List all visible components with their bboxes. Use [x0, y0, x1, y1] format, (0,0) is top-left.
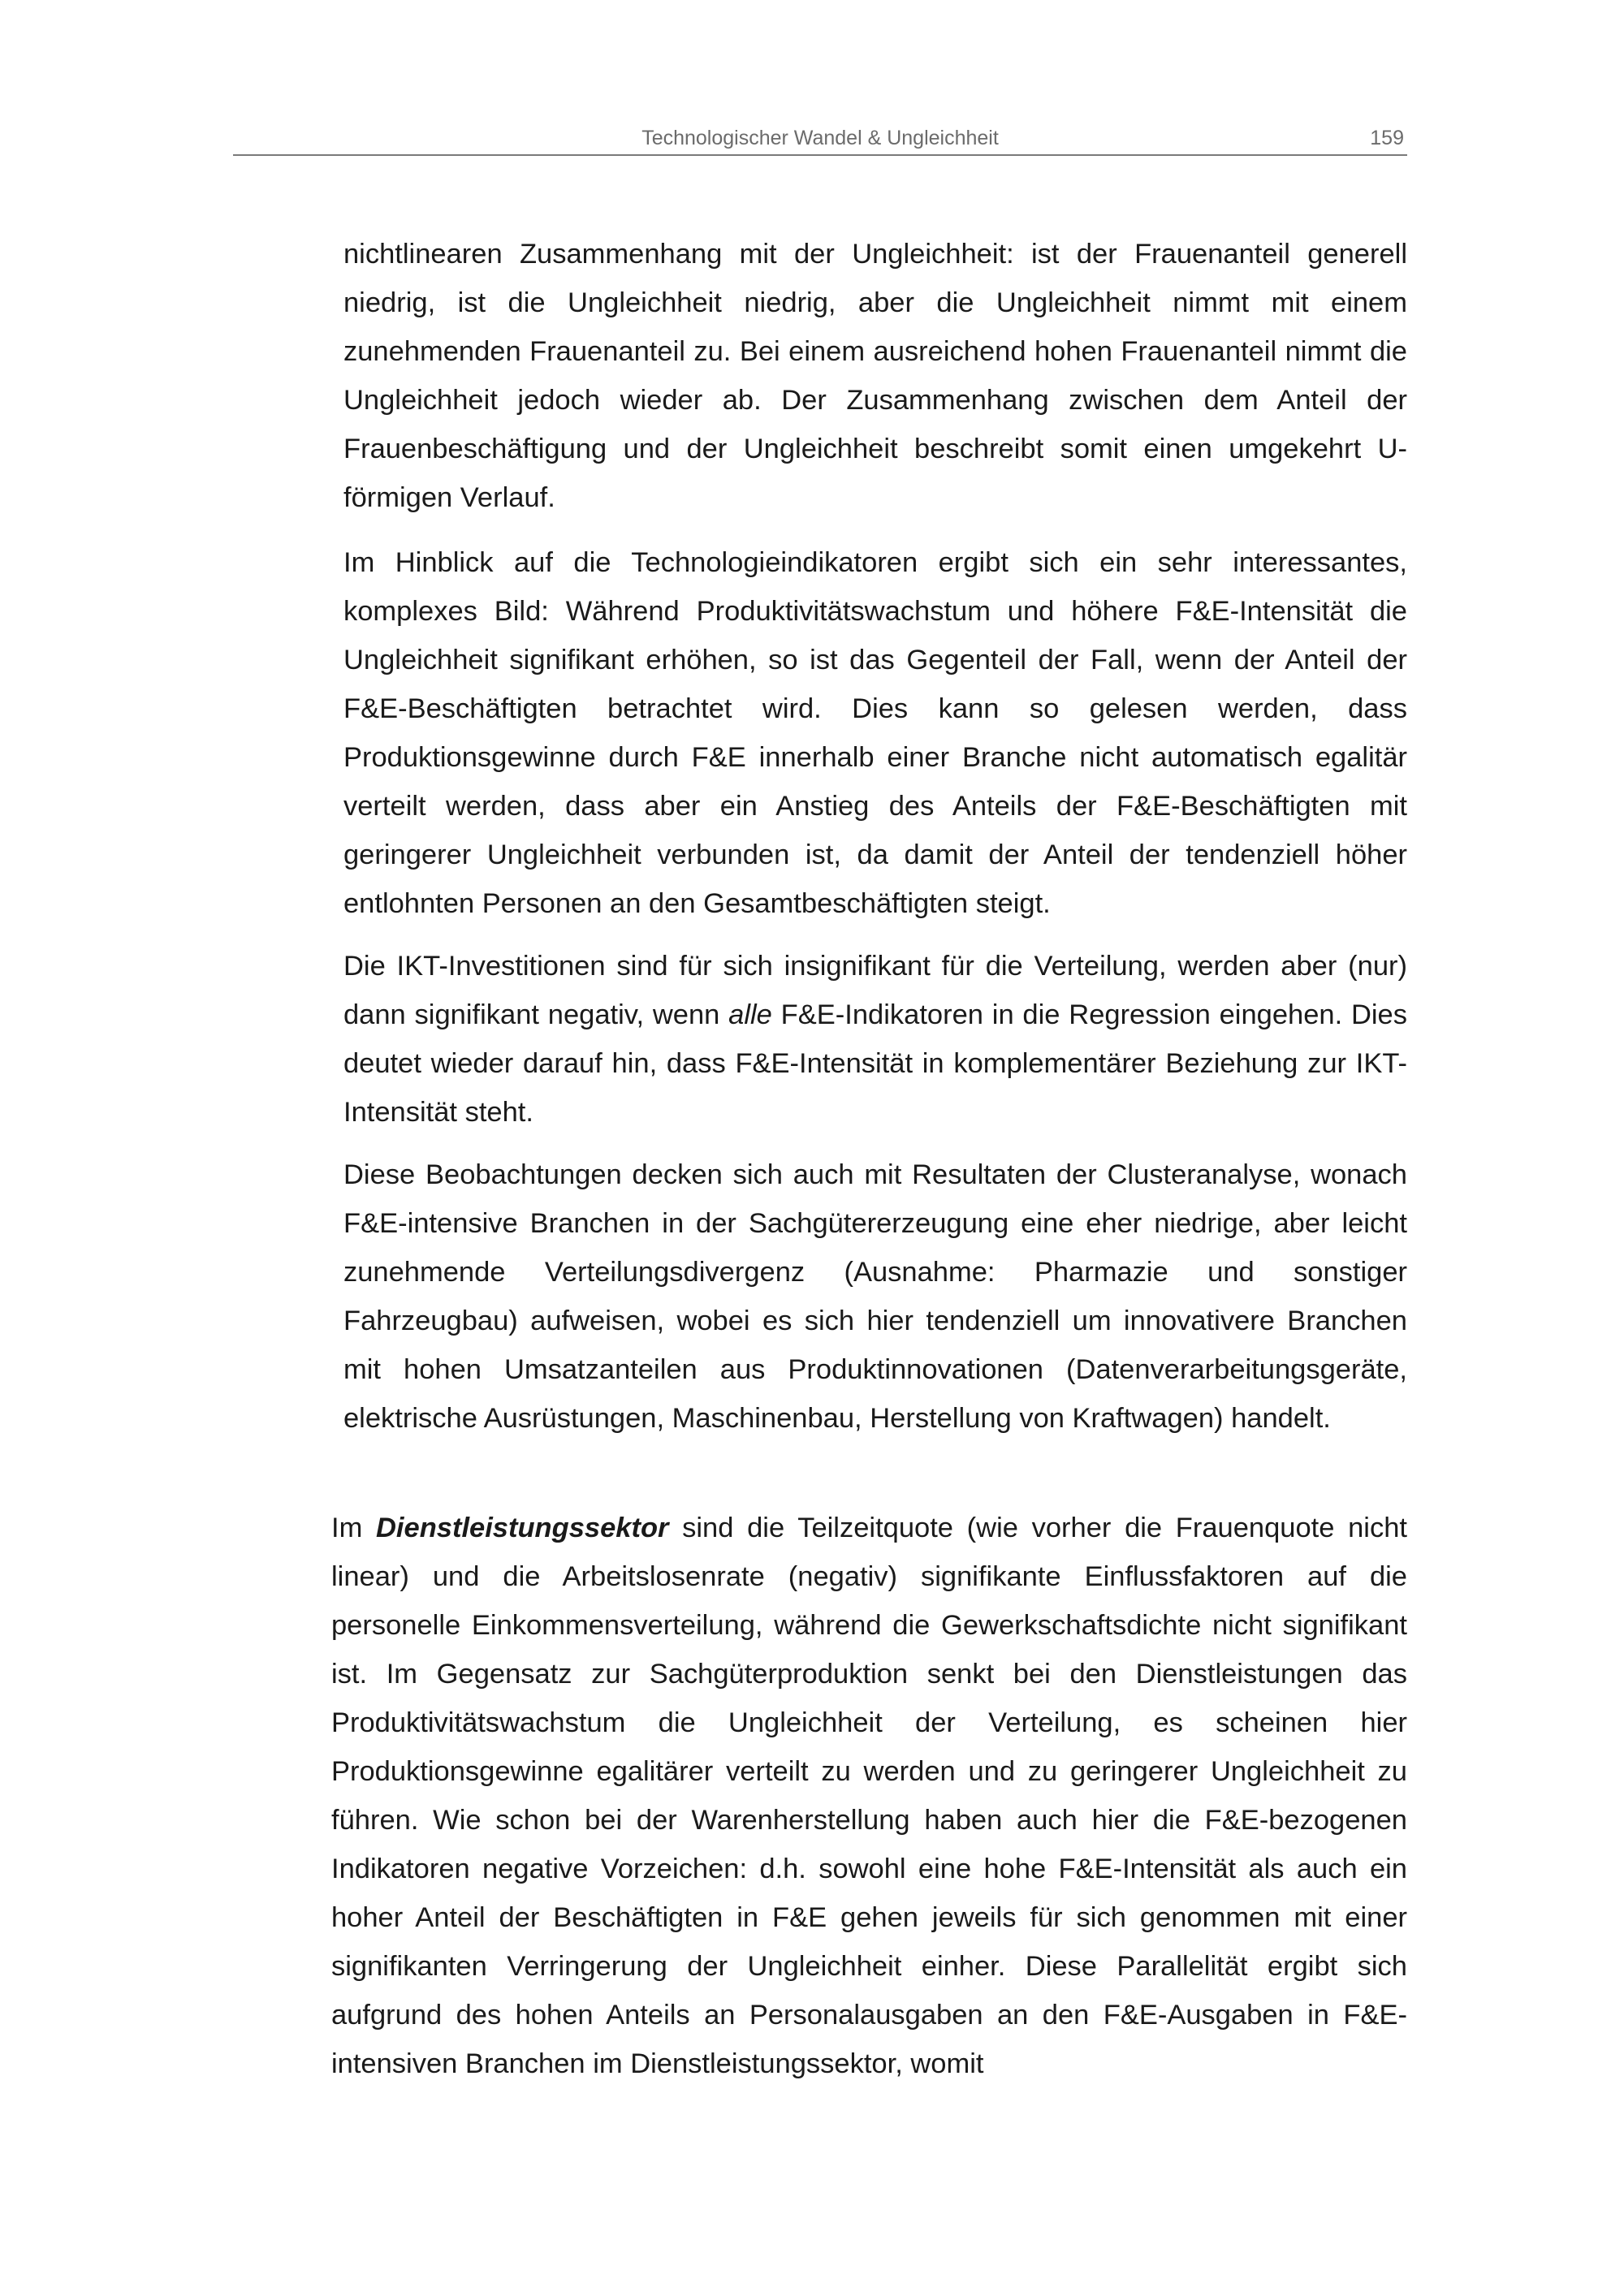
running-title: Technologischer Wandel & Ungleichheit: [641, 127, 999, 149]
paragraph-2: Im Hinblick auf die Technologieindikatoren ergibt sich ein sehr interessantes, komplexes Bild: Während Produktivitätswachstum und höhere F&E-Intensität die Ungleichheit signifikant erhöhen, so ist das Gegenteil der Fall, wenn der Anteil der F&E-Beschäftigten betrachtet wird. Dies kann so gelesen werden, dass Produktionsgewinne durch F&E innerhalb einer Branche nicht automatisch egalitär verteilt werden, dass aber ein Anstieg des Anteils der F&E-Beschäftigten mit geringerer Ungleichheit verbunden ist, da damit der Anteil der tendenziell höher entlohnten Personen an den Gesamtbeschäftigten steigt.: [343, 547, 1407, 919]
paragraph-3: [343, 942, 1407, 1137]
page-number: 159: [1370, 127, 1404, 149]
running-header: [233, 122, 1407, 156]
paragraph-4: Diese Beobachtungen decken sich auch mit Resultaten der Clusteranalyse, wonach F&E-intensive Branchen in der Sachgütererzeugung eine eher niedrige, aber leicht zunehmende Verteilungsdivergenz (Ausnahme: Pharmazie und sonstiger Fahrzeugbau) aufweisen, wobei es sich hier tendenziell um innovativere Branchen mit hohen Umsatzanteilen aus Produktinnovationen (Datenverarbeitungsgeräte, elektrische Ausrüstungen, Maschinenbau, Herstellung von Kraftwagen) handelt.: [343, 1159, 1407, 1434]
paragraph-5-text-b: sind die Teilzeitquote (wie vorher die Frauenquote nicht linear) und die Arbeitslosenrate (negativ) signifikante Einflussfaktoren auf die personelle Einkommensverteilung, während die Gewerkschaftsdichte nicht signifikant ist. Im Gegensatz zur Sachgüterproduktion senkt bei den Dienstleistungen das Produktivitätswachstum die Ungleichheit der Verteilung, es scheinen hier Produktionsgewinne egalitärer verteilt zu werden und zu geringerer Ungleichheit zu führen. Wie schon bei der Warenherstellung haben auch hier die F&E-bezogenen Indikatoren negative Vorzeichen: d.h. sowohl eine hohe F&E-Intensität als auch ein hoher Anteil der Beschäftigten in F&E gehen jeweils für sich genommen mit einer signifikanten Verringerung der Ungleichheit einher. Diese Parallelität ergibt sich aufgrund des hohen Anteils an Personalausgaben an den F&E-Ausgaben in F&E-intensiven Branchen im Dienstleistungssektor, womit: [331, 1513, 1407, 2079]
paragraph-5-emphasis: Dienstleistungssektor: [376, 1513, 669, 1543]
paragraph-5: [331, 1504, 1407, 2088]
paragraph-1: nichtlinearen Zusammenhang mit der Ungleichheit: ist der Frauenanteil generell niedrig, ist die Ungleichheit niedrig, aber die Ungleichheit nimmt mit einem zunehmenden Frauenanteil zu. Bei einem ausreichend hohen Frauenanteil nimmt die Ungleichheit jedoch wieder ab. Der Zusammenhang zwischen dem Anteil der Frauenbeschäftigung und der Ungleichheit beschreibt somit einen umgekehrt U-förmigen Verlauf.: [343, 239, 1407, 513]
paragraph-3-text-b: F&E-Indikatoren in die Regression eingehen. Dies deutet wieder darauf hin, dass F&E-Intensität in komplementärer Beziehung zur IKT-Intensität steht.: [343, 999, 1407, 1128]
paragraph-3-emphasis: alle: [728, 999, 772, 1030]
paragraph-5-text-a: Im: [331, 1513, 377, 1543]
paragraph-3-text-a: Die IKT-Investitionen sind für sich insignifikant für die Verteilung, werden aber (nur) dann signifikant negativ, wenn: [343, 951, 1407, 1030]
